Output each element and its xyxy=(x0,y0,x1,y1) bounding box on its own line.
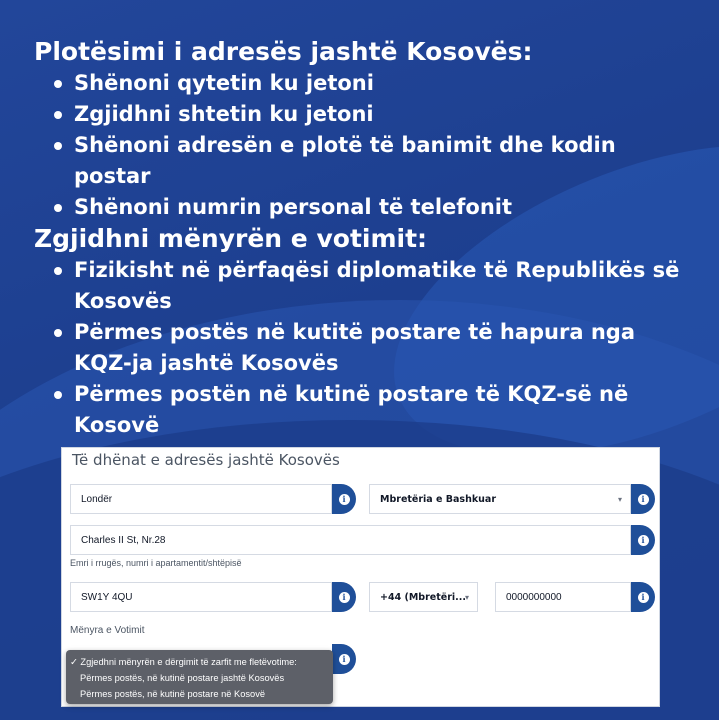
postal-value: SW1Y 4QU xyxy=(81,591,133,603)
list-item: Fizikisht në përfaqësi diplomatike të Republikës së Kosovës xyxy=(74,255,694,317)
street-hint: Emri i rrugës, numri i apartamentit/shtëpisë xyxy=(70,558,242,568)
info-icon: i xyxy=(339,654,350,665)
voting-methods-list xyxy=(34,255,694,441)
postal-code-input[interactable] xyxy=(70,582,332,612)
chevron-down-icon: ▾ xyxy=(617,495,622,504)
list-item: Shënoni qytetin ku jetoni xyxy=(74,68,694,99)
country-select[interactable] xyxy=(369,484,631,514)
city-input[interactable] xyxy=(70,484,332,514)
list-item: Shënoni numrin personal të telefonit xyxy=(74,192,694,223)
chevron-down-icon: ▾ xyxy=(464,593,469,602)
section-heading-address: Plotësimi i adresës jashtë Kosovës: xyxy=(34,37,533,66)
list-item: Përmes postës në kutitë postare të hapura nga KQZ-ja jashtë Kosovës xyxy=(74,317,694,379)
instructions xyxy=(34,36,694,441)
info-icon: i xyxy=(638,535,649,546)
phone-value: 0000000000 xyxy=(506,591,562,603)
info-icon: i xyxy=(638,494,649,505)
dropdown-option[interactable] xyxy=(66,654,333,670)
street-input[interactable] xyxy=(70,525,631,555)
phone-code-value: +44 (Mbretëri... xyxy=(380,591,466,603)
phone-code-select[interactable] xyxy=(369,582,478,612)
info-icon: i xyxy=(638,592,649,603)
street-value: Charles II St, Nr.28 xyxy=(81,534,166,546)
dropdown-option[interactable]: Përmes postës, në kutinë postare jashtë Kosovës xyxy=(80,673,285,683)
form-title: Të dhënat e adresës jashtë Kosovës xyxy=(72,451,340,469)
phone-input[interactable] xyxy=(495,582,631,612)
section-heading-voting: Zgjidhni mënyrën e votimit: xyxy=(34,224,428,253)
list-item: Shënoni adresën e plotë të banimit dhe kodin postar xyxy=(74,130,694,192)
voting-method-dropdown[interactable] xyxy=(66,650,333,704)
dropdown-option-label: Zgjedhni mënyrën e dërgimit të zarfit me fletëvotime: xyxy=(80,657,297,667)
dropdown-option[interactable]: Përmes postës, në kutinë postare në Kosovë xyxy=(80,689,266,699)
check-icon: ✓ xyxy=(70,657,78,667)
info-icon: i xyxy=(339,592,350,603)
list-item: Zgjidhni shtetin ku jetoni xyxy=(74,99,694,130)
country-value: Mbretëria e Bashkuar xyxy=(380,493,497,505)
address-steps-list xyxy=(34,68,694,223)
info-icon: i xyxy=(339,494,350,505)
city-value: Londër xyxy=(81,493,113,505)
voting-method-label: Mënyra e Votimit xyxy=(70,625,145,636)
list-item: Përmes postën në kutinë postare të KQZ-së në Kosovë xyxy=(74,379,694,441)
